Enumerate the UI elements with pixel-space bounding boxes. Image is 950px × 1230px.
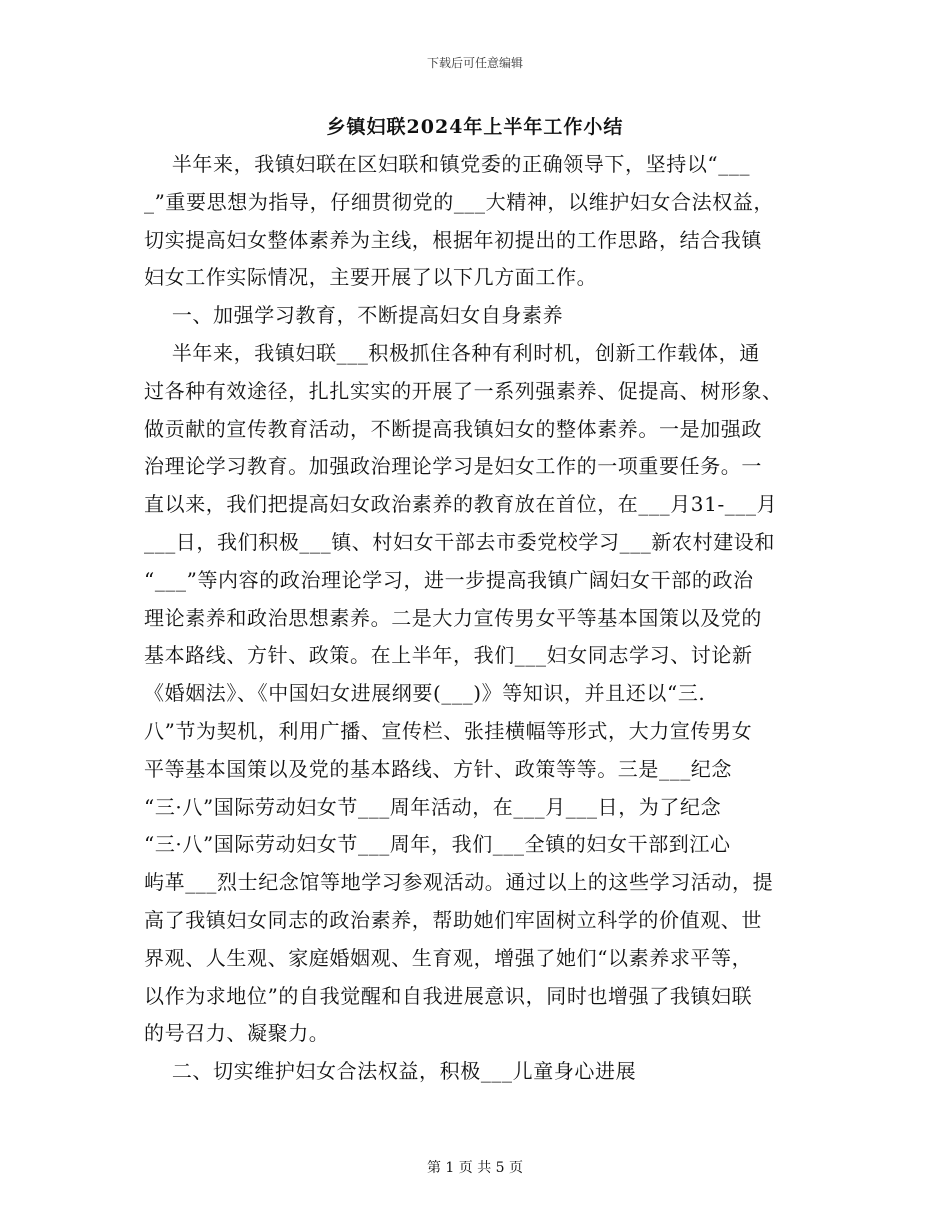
document-title: 乡镇妇联2024年上半年工作小结 xyxy=(326,116,624,138)
body-line: 《婚姻法》、《中国妇女进展纲要(___)》等知识，并且还以“三. xyxy=(144,681,706,706)
body-line: 基本路线、方针、政策。在上半年，我们___妇女同志学习、讨论新 xyxy=(144,643,753,668)
body-line: 平等基本国策以及党的基本路线、方针、政策等等。三是___纪念 xyxy=(144,756,732,781)
document-body xyxy=(144,146,814,1091)
section-heading-2: 二、切实维护妇女合法权益，积极___儿童身心进展 xyxy=(144,1059,637,1084)
page-number: 第 1 页 共 5 页 xyxy=(426,1160,524,1176)
body-line: 妇女工作实际情况，主要开展了以下几方面工作。 xyxy=(144,265,598,290)
body-line: 切实提高妇女整体素养为主线，根据年初提出的工作思路，结合我镇 xyxy=(144,227,762,252)
body-line: 过各种有效途径，扎扎实实的开展了一系列强素养、促提高、树形象、 xyxy=(144,378,783,403)
body-line: 以作为求地位”的自我觉醒和自我进展意识，同时也增强了我镇妇联 xyxy=(144,983,753,1008)
body-line: 界观、人生观、家庭婚姻观、生育观，增强了她们“以素养求平等， xyxy=(144,945,753,970)
body-line: 半年来，我镇妇联___积极抓住各种有利时机，创新工作载体，通 xyxy=(144,340,760,365)
body-line: 做贡献的宣传教育活动，不断提高我镇妇女的整体素养。一是加强政 xyxy=(144,416,762,441)
body-line: 屿革___烈士纪念馆等地学习参观活动。通过以上的这些学习活动，提 xyxy=(144,870,774,895)
body-line: 直以来，我们把提高妇女政治素养的教育放在首位，在___月31-___月 xyxy=(144,492,778,517)
body-line: 八”节为契机，利用广播、宣传栏、张挂横幅等形式，大力宣传男女 xyxy=(144,718,753,743)
body-line: _”重要思想为指导，仔细贯彻党的___大精神，以维护妇女合法权益， xyxy=(144,189,775,214)
body-line: 高了我镇妇女同志的政治素养，帮助她们牢固树立科学的价值观、世 xyxy=(144,907,762,932)
body-line: 治理论学习教育。加强政治理论学习是妇女工作的一项重要任务。一 xyxy=(144,454,762,479)
body-line: ___日，我们积极___镇、村妇女干部去市委党校学习___新农村建设和 xyxy=(144,529,775,554)
body-line: “三·八”国际劳动妇女节___周年活动，在___月___日，为了纪念 xyxy=(144,794,722,819)
body-line: “___”等内容的政治理论学习，进一步提高我镇广阔妇女干部的政治 xyxy=(144,567,754,592)
body-line: 理论素养和政治思想素养。二是大力宣传男女平等基本国策以及党的 xyxy=(144,605,762,630)
body-line: 的号召力、凝聚力。 xyxy=(144,1021,330,1046)
body-line: 半年来，我镇妇联在区妇联和镇党委的正确领导下，坚持以“___ xyxy=(144,152,751,176)
header-note: 下载后可任意编辑 xyxy=(426,56,523,70)
body-line: “三·八”国际劳动妇女节___周年，我们___全镇的妇女干部到江心 xyxy=(144,832,731,857)
section-heading-1: 一、加强学习教育，不断提高妇女自身素养 xyxy=(144,303,564,328)
